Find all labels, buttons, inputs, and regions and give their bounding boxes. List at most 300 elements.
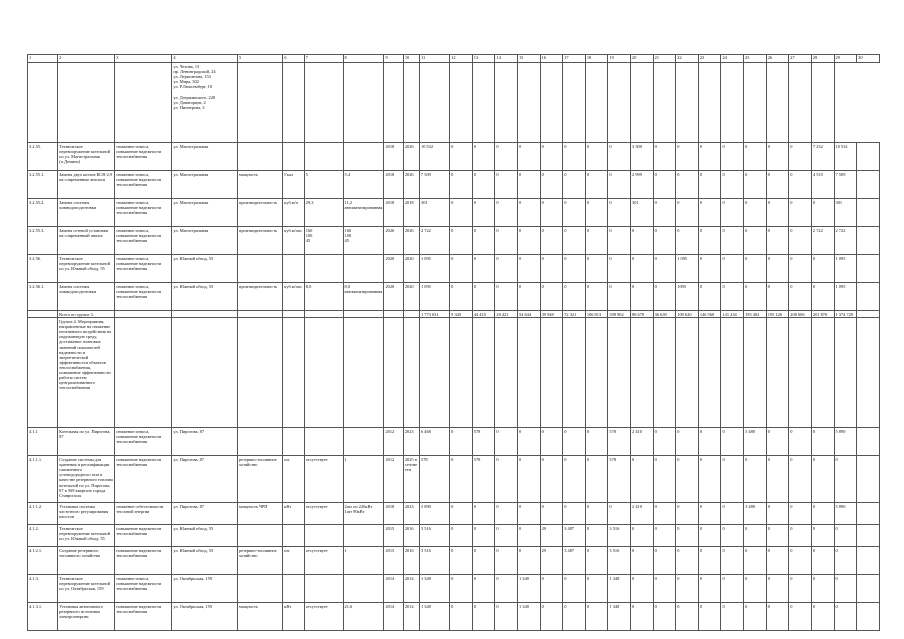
column-number: 29 <box>834 55 857 63</box>
table-cell: 0 <box>563 227 586 255</box>
table-cell: 0 <box>585 255 608 283</box>
table-cell: ул. Южный обход, 55 <box>172 547 238 575</box>
table-cell: 0 <box>721 255 744 283</box>
table-cell: 2012 <box>384 428 403 456</box>
table-cell <box>585 63 608 143</box>
table-cell <box>28 311 58 318</box>
table-cell: 0 <box>721 143 744 171</box>
table-cell: 0 <box>495 575 518 603</box>
table-cell: 2014 <box>384 575 403 603</box>
table-cell: 0 <box>631 603 654 631</box>
table-cell: 0 <box>744 283 767 311</box>
table-cell: 0 <box>472 525 495 547</box>
table-cell <box>403 63 419 143</box>
table-cell <box>857 603 880 631</box>
table-cell: 0 <box>472 171 495 199</box>
table-cell: 0 <box>721 575 744 603</box>
table-cell: 0 <box>834 603 857 631</box>
table-cell <box>343 318 384 428</box>
table-cell: 0 <box>608 171 631 199</box>
column-number: 14 <box>495 55 518 63</box>
table-cell: куб.м/ч <box>283 199 305 227</box>
table-cell: снижение износа, повышение надежности теплоснабжения <box>115 171 172 199</box>
table-cell: 0 <box>811 575 834 603</box>
table-cell: 0 <box>517 227 540 255</box>
table-cell <box>304 143 343 171</box>
column-number: 6 <box>283 55 305 63</box>
table-cell: 0 <box>721 603 744 631</box>
table-cell: 3 480 <box>744 503 767 525</box>
table-cell: куб.м/час <box>283 283 305 311</box>
table-cell: 0 <box>495 171 518 199</box>
table-cell <box>744 63 767 143</box>
table-cell <box>420 318 450 428</box>
table-cell: 0 <box>721 199 744 227</box>
table-cell: 0 <box>540 255 563 283</box>
table-cell: 0 <box>789 456 812 503</box>
table-cell: 0 <box>698 171 721 199</box>
table-cell <box>563 318 586 428</box>
table-cell: 2 410 <box>631 428 654 456</box>
table-cell: 0 <box>766 525 789 547</box>
table-cell: 0 <box>834 525 857 547</box>
table-cell <box>172 318 238 428</box>
table-cell: 0 <box>766 603 789 631</box>
table-cell: резервно-топливное хозяйство <box>238 547 283 575</box>
table-cell <box>721 63 744 143</box>
table-cell: 0 <box>450 199 473 227</box>
table-cell: 1 <box>343 456 384 503</box>
table-cell <box>283 63 305 143</box>
table-cell: повышение надежности теплоснабжения <box>115 456 172 503</box>
table-cell: 0 <box>495 255 518 283</box>
table-cell: 0 <box>698 227 721 255</box>
table-cell: 8,0 <box>304 283 343 311</box>
table-cell: 4.1.3.1. <box>28 603 58 631</box>
table-cell <box>304 63 343 143</box>
table-cell: 1 095 <box>420 283 450 311</box>
table-cell: 0 <box>766 171 789 199</box>
table-cell: 0 <box>789 227 812 255</box>
table-cell: 7 232 <box>811 143 834 171</box>
table-cell: 0 <box>563 255 586 283</box>
table-cell: 146 560 <box>698 311 721 318</box>
table-cell: Гкал <box>283 171 305 199</box>
investment-program-table <box>27 54 880 631</box>
table-cell <box>238 63 283 143</box>
table-cell <box>238 575 283 603</box>
column-number: 20 <box>631 55 654 63</box>
table-cell: 0 <box>676 547 699 575</box>
table-cell: 0 <box>789 428 812 456</box>
table-cell: 0 <box>472 503 495 525</box>
table-cell <box>304 575 343 603</box>
table-cell: 0 <box>811 199 834 227</box>
table-cell: Установка системы частотного регулирования насосов <box>58 503 115 525</box>
table-cell: 2023 <box>403 503 419 525</box>
table-cell: 0 <box>450 255 473 283</box>
table-cell: 0 <box>540 171 563 199</box>
table-cell: 0 <box>450 171 473 199</box>
table-cell: 2020 <box>403 283 419 311</box>
table-cell: 0 <box>608 143 631 171</box>
table-cell: Всего по группе 3. <box>58 311 115 318</box>
table-cell: 0 <box>563 199 586 227</box>
table-cell: 1 348 <box>420 575 450 603</box>
column-number: 10 <box>403 55 419 63</box>
table-cell <box>450 318 473 428</box>
table-cell: 0 <box>676 503 699 525</box>
table-cell <box>857 255 880 283</box>
table-cell: 4.1.1.1. <box>28 456 58 503</box>
table-cell: 0 <box>585 283 608 311</box>
table-cell: 0 <box>811 547 834 575</box>
table-cell <box>811 318 834 428</box>
table-cell: 88 670 <box>631 311 654 318</box>
table-cell: 3.2.55. <box>28 143 58 171</box>
table-cell: 0 <box>744 575 767 603</box>
table-cell: 0 <box>653 603 676 631</box>
table-cell: 0 <box>495 603 518 631</box>
column-number: 28 <box>811 55 834 63</box>
table-cell: 0 <box>811 428 834 456</box>
table-cell <box>676 63 699 143</box>
table-cell: 2шт по 220кВт 1шт 90кВт <box>343 503 384 525</box>
table-cell: производительность <box>238 199 283 227</box>
table-cell: 3 480 <box>744 428 767 456</box>
table-cell: 0 <box>472 255 495 283</box>
table-cell: 1 <box>343 547 384 575</box>
table-cell <box>343 255 384 283</box>
table-cell <box>115 311 172 318</box>
table-cell <box>343 575 384 603</box>
table-cell: 0 <box>766 143 789 171</box>
table-cell: 2 722 <box>834 227 857 255</box>
table-row <box>28 283 880 311</box>
table-cell: 0 <box>631 227 654 255</box>
table-cell <box>857 199 880 227</box>
table-cell: 0 <box>653 171 676 199</box>
column-number: 23 <box>698 55 721 63</box>
table-cell: 0 <box>676 227 699 255</box>
table-cell: 0 <box>698 503 721 525</box>
table-cell: 3 516 <box>420 525 450 547</box>
table-cell: 578 <box>608 428 631 456</box>
table-cell: 0 <box>653 428 676 456</box>
table-cell: шт <box>283 456 305 503</box>
table-cell <box>857 575 880 603</box>
table-cell <box>343 311 384 318</box>
table-cell: 44 410 <box>472 311 495 318</box>
table-cell: 0 <box>676 575 699 603</box>
table-cell: 0 <box>517 456 540 503</box>
table-cell <box>304 525 343 547</box>
table-cell: 0 <box>698 199 721 227</box>
table-cell: 1 095 <box>676 255 699 283</box>
table-cell: 10 532 <box>834 143 857 171</box>
table-cell: 0 <box>744 547 767 575</box>
table-cell: 1095 <box>676 283 699 311</box>
table-cell: повышение надежности теплоснабжения <box>115 603 172 631</box>
table-cell: Создание резервного топливного хозяйства <box>58 547 115 575</box>
table-cell: 0 <box>608 283 631 311</box>
table-cell: снижение износа, повышение надежности теплоснабжения <box>115 283 172 311</box>
table-cell: снижение себестоимости тепловой энергии <box>115 503 172 525</box>
table-cell: 0 <box>811 255 834 283</box>
table-cell: 0 <box>540 575 563 603</box>
table-cell: 39 948 <box>540 311 563 318</box>
table-cell: 0 <box>789 575 812 603</box>
table-cell: 0 <box>653 227 676 255</box>
table-cell: 0 <box>450 456 473 503</box>
table-cell: 0 <box>517 503 540 525</box>
table-cell: куб.м/час <box>283 227 305 255</box>
table-cell <box>857 227 880 255</box>
table-cell: 0 <box>472 575 495 603</box>
table-cell: 5 890 <box>420 503 450 525</box>
table-cell: 2020 <box>384 283 403 311</box>
table-cell <box>304 428 343 456</box>
table-cell: 2014 <box>403 575 419 603</box>
table-cell: 301 <box>834 199 857 227</box>
table-cell: 0 <box>540 503 563 525</box>
table-cell: 0 <box>495 199 518 227</box>
table-cell: 160 100 45 <box>343 227 384 255</box>
table-cell: Создание системы для хранения и регазификации сжиженного углеводородного газа в качестве резервного топлива котельной по ул. Пирогова, 87 в 569 квартале города Ставрополя <box>58 456 115 503</box>
table-cell: 1 348 <box>517 603 540 631</box>
table-cell: 0 <box>653 547 676 575</box>
table-cell: 0 <box>450 503 473 525</box>
table-cell: 3.2.56. <box>28 255 58 283</box>
table-cell: отсутствует <box>304 503 343 525</box>
table-cell: 208 606 <box>789 311 812 318</box>
table-cell: 0 <box>698 428 721 456</box>
table-cell: 0 <box>789 503 812 525</box>
table-cell: 0 <box>450 547 473 575</box>
table-cell: 7 509 <box>420 171 450 199</box>
table-cell: 0 <box>744 171 767 199</box>
table-cell: 0 <box>789 283 812 311</box>
table-cell <box>744 318 767 428</box>
table-cell <box>238 143 283 171</box>
table-cell: 0 <box>585 227 608 255</box>
table-cell: Техническое перевооружение котельной по ул. Октябрьская, 159 <box>58 575 115 603</box>
column-number: 8 <box>343 55 384 63</box>
table-cell: 0 <box>653 525 676 547</box>
table-cell: 1 374 729 <box>834 311 857 318</box>
table-cell <box>721 318 744 428</box>
table-cell <box>540 63 563 143</box>
table-cell <box>766 318 789 428</box>
table-row <box>28 603 880 631</box>
table-cell: 578 <box>420 456 450 503</box>
table-cell <box>172 311 238 318</box>
table-cell <box>238 428 283 456</box>
table-cell: 3 516 <box>608 525 631 547</box>
table-cell: ул. Южный обход, 55 <box>172 525 238 547</box>
column-number: 26 <box>766 55 789 63</box>
column-number: 9 <box>384 55 403 63</box>
table-cell: 0 <box>450 428 473 456</box>
table-cell: 1 348 <box>420 603 450 631</box>
table-cell: 100 620 <box>676 311 699 318</box>
table-cell: 4.1.2.1. <box>28 547 58 575</box>
table-cell: ул. Магистральная <box>172 199 238 227</box>
column-number: 1 <box>28 55 58 63</box>
table-cell: ул. Магистральная <box>172 143 238 171</box>
table-cell <box>58 63 115 143</box>
table-cell <box>698 318 721 428</box>
table-cell: 29 <box>540 525 563 547</box>
table-cell: 5 890 <box>834 503 857 525</box>
table-cell: 0 <box>811 603 834 631</box>
column-number: 11 <box>420 55 450 63</box>
table-cell: 0 <box>653 456 676 503</box>
table-cell: 4 510 <box>811 171 834 199</box>
table-cell <box>857 456 880 503</box>
table-cell <box>585 318 608 428</box>
table-cell: Техническое перевооружение котельной по ул. Южный обход, 55 <box>58 525 115 547</box>
table-cell: 0 <box>766 255 789 283</box>
table-body <box>28 55 880 631</box>
column-number: 19 <box>608 55 631 63</box>
table-cell <box>283 143 305 171</box>
table-cell <box>495 63 518 143</box>
table-cell: 2026 <box>403 171 419 199</box>
table-cell: 0 <box>834 575 857 603</box>
table-cell: 0 <box>698 456 721 503</box>
table-cell: 0 <box>721 456 744 503</box>
table-cell: снижение износа, повышение надежности теплоснабжения <box>115 143 172 171</box>
table-cell: 6 468 <box>420 428 450 456</box>
column-number: 2 <box>58 55 115 63</box>
table-cell: 0 <box>744 199 767 227</box>
table-cell <box>857 318 880 428</box>
table-cell: 0 <box>721 525 744 547</box>
table-cell: 0 <box>721 503 744 525</box>
table-cell: 0 <box>653 503 676 525</box>
table-cell: 2 999 <box>631 171 654 199</box>
table-cell: отсутствует <box>304 603 343 631</box>
column-number: 4 <box>172 55 238 63</box>
table-cell <box>115 318 172 428</box>
table-cell <box>857 428 880 456</box>
table-cell: 2014 <box>384 603 403 631</box>
table-cell: 0 <box>789 547 812 575</box>
table-cell: 0 <box>495 283 518 311</box>
table-cell: 0 <box>585 547 608 575</box>
table-cell: 2026 <box>403 227 419 255</box>
table-cell: мощность <box>238 603 283 631</box>
table-cell: 0 <box>495 227 518 255</box>
table-cell: 141 234 <box>721 311 744 318</box>
table-cell <box>857 525 880 547</box>
table-cell: ул. Магистральная <box>172 227 238 255</box>
table-cell: ул. Пирогова, 87 <box>172 503 238 525</box>
table-cell: 0 <box>540 603 563 631</box>
table-cell: 0 <box>540 227 563 255</box>
table-cell: ул. Октябрьская, 159 <box>172 575 238 603</box>
table-cell: 0 <box>811 456 834 503</box>
table-cell: 195 126 <box>766 311 789 318</box>
table-cell: 0 <box>495 456 518 503</box>
table-cell <box>403 311 419 318</box>
table-cell: 36 639 <box>653 311 676 318</box>
table-cell <box>857 283 880 311</box>
table-cell: отсутствует <box>304 456 343 503</box>
table-cell: 0 <box>789 525 812 547</box>
table-cell <box>304 255 343 283</box>
table-row <box>28 311 880 318</box>
table-cell: 2012 <box>384 456 403 503</box>
table-cell: 0 <box>585 575 608 603</box>
table-cell: 578 <box>472 428 495 456</box>
table-cell <box>384 63 403 143</box>
table-cell: 2016 <box>403 547 419 575</box>
table-cell: 3.2.55.1. <box>28 171 58 199</box>
table-cell <box>495 318 518 428</box>
table-cell: 4.1.1.2. <box>28 503 58 525</box>
table-cell: 0 <box>631 283 654 311</box>
table-cell: отсутствует <box>304 547 343 575</box>
table-cell: 0 <box>721 227 744 255</box>
table-cell: 0 <box>495 143 518 171</box>
document-page <box>27 54 880 631</box>
table-cell: 0 <box>450 227 473 255</box>
table-cell: 5 <box>304 171 343 199</box>
table-cell: 0 <box>472 283 495 311</box>
table-cell: 201 870 <box>811 311 834 318</box>
table-cell: 2023 <box>403 428 419 456</box>
table-cell: 2016 <box>403 525 419 547</box>
table-cell: 5 890 <box>834 428 857 456</box>
table-cell: 7 509 <box>834 171 857 199</box>
table-cell: 3 487 <box>563 525 586 547</box>
table-cell <box>857 311 880 318</box>
table-cell <box>789 318 812 428</box>
table-cell: 0 <box>585 428 608 456</box>
table-cell: 0 <box>472 547 495 575</box>
table-cell: 0 <box>834 456 857 503</box>
table-cell: 0 <box>450 525 473 547</box>
table-cell <box>450 63 473 143</box>
table-cell <box>238 318 283 428</box>
table-cell: ул. Чехова, 13 пр. Ленинградский, 24 ул. Лермонтова, 153 ул. Мира, 302 ул. Р.Люксембург, 18 ул. Дзержинского, 228 ул. Доваторцев, 2 ул. Пионерова, 3 <box>172 63 238 143</box>
table-cell: 0 <box>540 283 563 311</box>
table-cell: 0 <box>585 171 608 199</box>
table-cell: 0 <box>789 199 812 227</box>
table-cell <box>563 63 586 143</box>
table-cell <box>811 63 834 143</box>
table-cell: 0 <box>676 603 699 631</box>
table-cell: 2015 <box>384 547 403 575</box>
column-number: 17 <box>563 55 586 63</box>
table-cell: 106 813 <box>585 311 608 318</box>
table-cell: 54 644 <box>517 311 540 318</box>
table-cell: 0 <box>653 575 676 603</box>
table-cell: 0 <box>472 603 495 631</box>
table-cell: Техническое перевооружение котельной по ул. Магистральная (п.Демино) <box>58 143 115 171</box>
table-cell: 0 <box>631 525 654 547</box>
table-cell: 0 <box>472 143 495 171</box>
table-cell: 2026 <box>403 143 419 171</box>
table-cell: 0 <box>540 428 563 456</box>
table-cell <box>608 63 631 143</box>
table-cell: 0 <box>563 428 586 456</box>
table-cell: 0 <box>608 227 631 255</box>
table-cell: 4.1.1 <box>28 428 58 456</box>
table-row <box>28 171 880 199</box>
